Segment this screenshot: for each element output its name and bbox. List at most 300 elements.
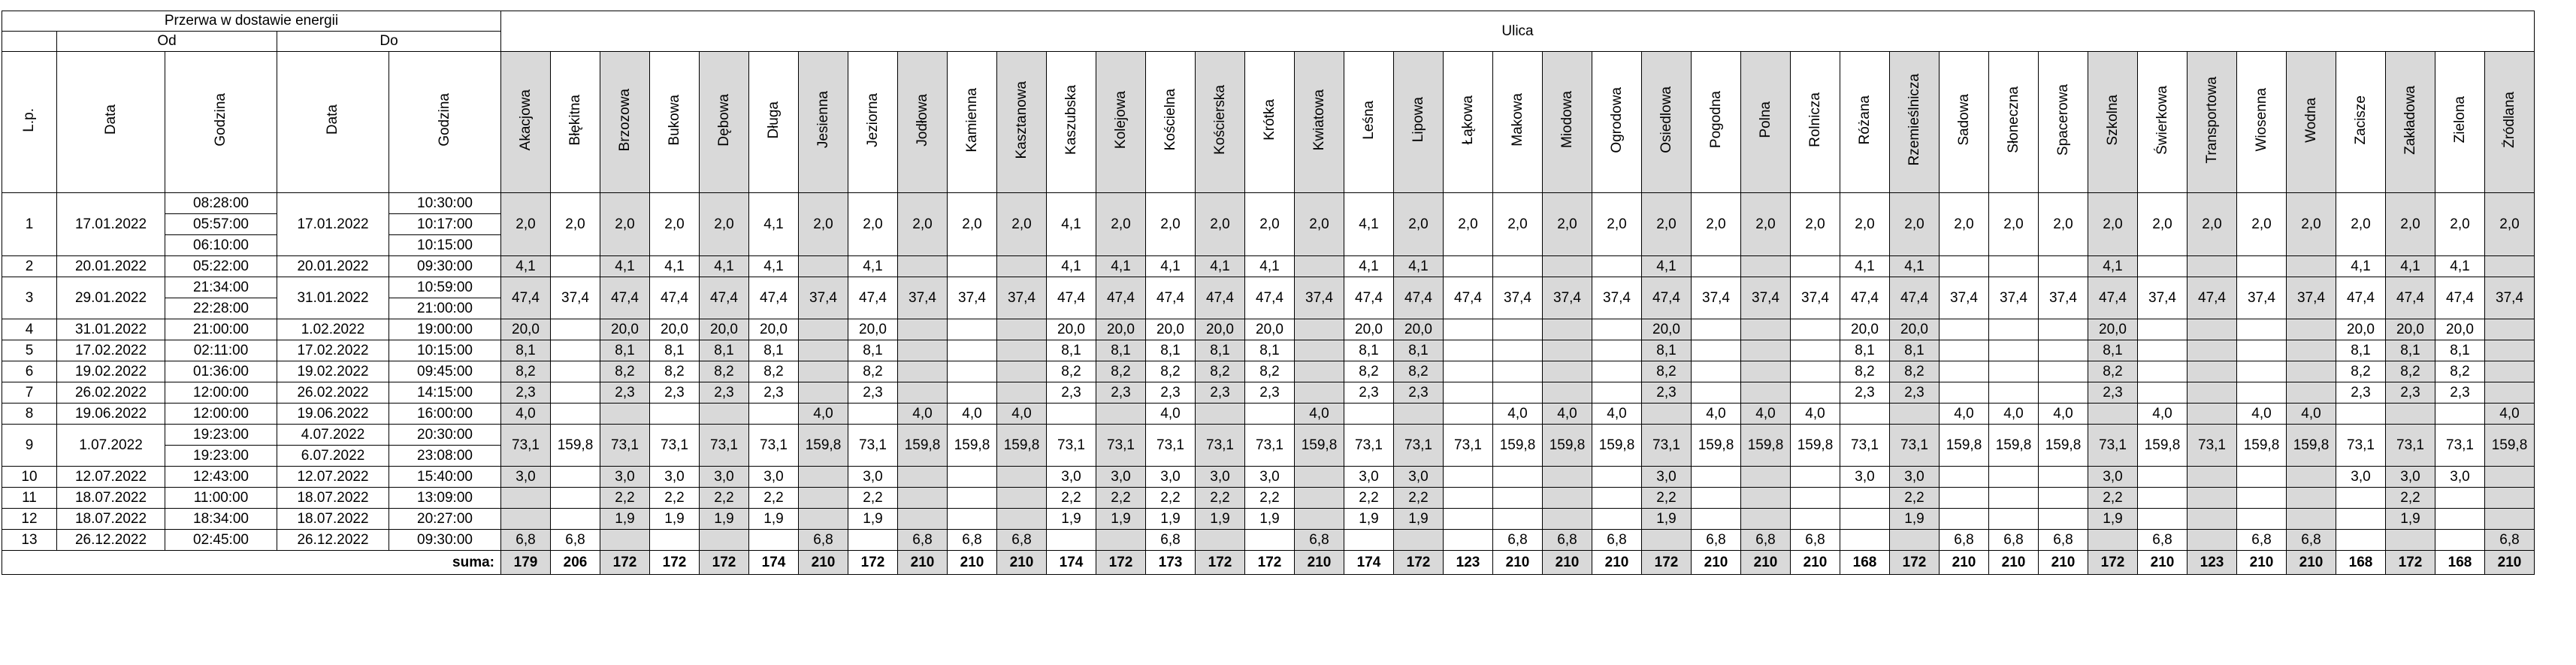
street-value: 2,3: [1096, 382, 1146, 404]
street-value: 73,1: [1245, 425, 1295, 467]
from-date: 26.12.2022: [57, 530, 165, 551]
street-value: 159,8: [2039, 425, 2088, 467]
street-value: [1493, 319, 1543, 340]
street-value: 2,0: [898, 193, 948, 256]
outage-table: [2, 11, 2535, 575]
street-header: Źródlana: [2485, 52, 2535, 193]
from-time-header: Godzina: [165, 52, 277, 193]
street-value: 159,8: [1543, 425, 1592, 467]
sum-value: 123: [2187, 551, 2237, 575]
street-header: Świerkowa: [2138, 52, 2187, 193]
street-value: 47,4: [2187, 277, 2237, 319]
street-header: Łąkowa: [1444, 52, 1493, 193]
street-value: [1741, 361, 1791, 382]
street-value: [1493, 340, 1543, 361]
street-value: 4,0: [1543, 404, 1592, 425]
street-value: 2,0: [551, 193, 600, 256]
street-value: [1840, 530, 1890, 551]
street-value: 1,9: [700, 509, 749, 530]
street-value: [1295, 382, 1344, 404]
from-date: 18.07.2022: [57, 488, 165, 509]
street-header: Rzemieślnicza: [1890, 52, 1940, 193]
street-value: [2237, 488, 2287, 509]
street-value: [1444, 530, 1493, 551]
street-value: [1493, 467, 1543, 488]
street-value: [799, 382, 848, 404]
sum-value: 168: [2336, 551, 2386, 575]
street-value: 8,2: [2088, 361, 2138, 382]
street-value: 73,1: [1642, 425, 1692, 467]
street-value: 73,1: [1146, 425, 1196, 467]
street-value: [2039, 319, 2088, 340]
street-value: 6,8: [1692, 530, 1741, 551]
street-header: Krótka: [1245, 52, 1295, 193]
street-value: 20,0: [1394, 319, 1444, 340]
street-value: 159,8: [551, 425, 600, 467]
street-value: [948, 256, 997, 277]
street-header: Jesienna: [799, 52, 848, 193]
sum-value: 210: [1791, 551, 1840, 575]
to-date: 31.01.2022: [277, 277, 389, 319]
from-header: Od: [57, 32, 277, 52]
from-time: 12:43:00: [165, 467, 277, 488]
street-value: [1940, 319, 1989, 340]
to-time: 10:30:00: [389, 193, 501, 214]
header-row-3: [2, 52, 2535, 193]
street-value: [1543, 467, 1592, 488]
street-value: [2287, 361, 2336, 382]
street-value: 47,4: [1344, 277, 1394, 319]
street-value: [948, 467, 997, 488]
from-date: 1.07.2022: [57, 425, 165, 467]
street-value: 73,1: [1196, 425, 1245, 467]
street-value: 8,1: [1096, 340, 1146, 361]
street-value: 73,1: [1344, 425, 1394, 467]
street-value: 20,0: [1344, 319, 1394, 340]
street-value: 1,9: [1890, 509, 1940, 530]
street-value: 2,0: [1444, 193, 1493, 256]
street-value: 4,1: [1840, 256, 1890, 277]
street-value: 6,8: [2039, 530, 2088, 551]
street-value: [2187, 530, 2237, 551]
street-value: [2039, 361, 2088, 382]
street-value: 2,3: [1146, 382, 1196, 404]
street-value: 2,3: [650, 382, 700, 404]
street-value: 37,4: [2039, 277, 2088, 319]
to-date: 6.07.2022: [277, 446, 389, 467]
street-value: [2187, 319, 2237, 340]
street-value: [1444, 467, 1493, 488]
street-value: 6,8: [2287, 530, 2336, 551]
street-value: 2,0: [1394, 193, 1444, 256]
street-value: 8,1: [848, 340, 898, 361]
from-time: 18:34:00: [165, 509, 277, 530]
street-value: 2,0: [600, 193, 650, 256]
table-row: [2, 404, 2535, 425]
street-value: 73,1: [2336, 425, 2386, 467]
street-value: 3,0: [600, 467, 650, 488]
street-value: 73,1: [2187, 425, 2237, 467]
street-value: [1096, 404, 1146, 425]
street-value: 2,2: [1146, 488, 1196, 509]
to-date: 26.02.2022: [277, 382, 389, 404]
street-value: [1493, 361, 1543, 382]
sum-value: 168: [2435, 551, 2485, 575]
street-value: 2,0: [1245, 193, 1295, 256]
street-value: 2,0: [1642, 193, 1692, 256]
street-header: Dębowa: [700, 52, 749, 193]
street-value: [2237, 256, 2287, 277]
street-header: Jodłowa: [898, 52, 948, 193]
street-value: 4,0: [2039, 404, 2088, 425]
street-value: 2,0: [799, 193, 848, 256]
street-value: 6,8: [1940, 530, 1989, 551]
street-value: [1444, 509, 1493, 530]
street-value: 159,8: [1493, 425, 1543, 467]
street-value: [2485, 382, 2535, 404]
street-value: [1543, 509, 1592, 530]
street-value: 2,2: [1245, 488, 1295, 509]
street-value: [1989, 340, 2039, 361]
street-value: 3,0: [2336, 467, 2386, 488]
street-value: [1493, 509, 1543, 530]
street-value: [700, 530, 749, 551]
street-value: 2,2: [1890, 488, 1940, 509]
street-value: [799, 509, 848, 530]
street-value: [1592, 382, 1642, 404]
street-value: 37,4: [1295, 277, 1344, 319]
street-value: [1394, 530, 1444, 551]
row-number: 2: [2, 256, 57, 277]
street-value: 2,3: [1196, 382, 1245, 404]
street-value: 6,8: [1543, 530, 1592, 551]
sum-label: suma:: [2, 551, 501, 575]
street-value: [1444, 382, 1493, 404]
street-value: 2,0: [1741, 193, 1791, 256]
to-header: Do: [277, 32, 501, 52]
street-value: 2,0: [1989, 193, 2039, 256]
street-value: [1196, 404, 1245, 425]
street-value: [2138, 382, 2187, 404]
sum-value: 168: [1840, 551, 1890, 575]
street-value: 20,0: [1196, 319, 1245, 340]
street-value: 3,0: [1196, 467, 1245, 488]
street-value: [2088, 404, 2138, 425]
to-time: 09:45:00: [389, 361, 501, 382]
street-value: [2039, 340, 2088, 361]
from-time: 12:00:00: [165, 404, 277, 425]
street-value: 1,9: [749, 509, 799, 530]
street-value: 8,1: [749, 340, 799, 361]
street-value: 2,0: [1146, 193, 1196, 256]
street-value: [1989, 256, 2039, 277]
street-value: 4,0: [1146, 404, 1196, 425]
sum-value: 173: [1146, 551, 1196, 575]
street-value: [1741, 467, 1791, 488]
from-date: 31.01.2022: [57, 319, 165, 340]
street-value: 37,4: [1543, 277, 1592, 319]
street-value: [551, 256, 600, 277]
street-value: [2187, 509, 2237, 530]
street-value: 8,1: [1840, 340, 1890, 361]
street-value: [1344, 530, 1394, 551]
table-row: [2, 382, 2535, 404]
street-value: 4,1: [1394, 256, 1444, 277]
street-value: 159,8: [2138, 425, 2187, 467]
from-time: 21:34:00: [165, 277, 277, 298]
street-value: [2485, 467, 2535, 488]
sum-value: 172: [1394, 551, 1444, 575]
street-value: 8,2: [650, 361, 700, 382]
street-value: 47,4: [1890, 277, 1940, 319]
row-number: 13: [2, 530, 57, 551]
street-value: [1791, 467, 1840, 488]
street-value: 4,0: [2138, 404, 2187, 425]
street-value: 47,4: [1394, 277, 1444, 319]
street-value: 20,0: [2088, 319, 2138, 340]
street-value: 4,1: [848, 256, 898, 277]
street-value: 4,1: [650, 256, 700, 277]
street-value: 2,3: [2336, 382, 2386, 404]
sum-value: 172: [1096, 551, 1146, 575]
street-value: 4,0: [1989, 404, 2039, 425]
street-value: 159,8: [948, 425, 997, 467]
street-value: [1047, 404, 1096, 425]
street-value: [997, 319, 1047, 340]
street-value: 2,3: [1245, 382, 1295, 404]
from-date: 18.07.2022: [57, 509, 165, 530]
table-row: [2, 193, 2535, 214]
street-value: [1295, 488, 1344, 509]
street-value: [2138, 467, 2187, 488]
street-value: [1196, 530, 1245, 551]
street-value: [997, 361, 1047, 382]
street-value: [2138, 361, 2187, 382]
street-value: [1295, 319, 1344, 340]
table-row: [2, 340, 2535, 361]
street-value: 6,8: [1791, 530, 1840, 551]
street-value: 37,4: [551, 277, 600, 319]
street-value: 73,1: [749, 425, 799, 467]
street-header: Zacisze: [2336, 52, 2386, 193]
street-value: 37,4: [799, 277, 848, 319]
row-number: 10: [2, 467, 57, 488]
street-value: [1592, 467, 1642, 488]
street-value: 2,0: [2237, 193, 2287, 256]
street-value: 37,4: [1940, 277, 1989, 319]
street-value: 20,0: [2386, 319, 2435, 340]
street-header: Szkolna: [2088, 52, 2138, 193]
street-value: [2435, 509, 2485, 530]
street-value: 37,4: [2138, 277, 2187, 319]
sum-value: 172: [1196, 551, 1245, 575]
street-header: Akacjowa: [501, 52, 551, 193]
street-value: 8,2: [1890, 361, 1940, 382]
street-value: 159,8: [1692, 425, 1741, 467]
to-date: 19.02.2022: [277, 361, 389, 382]
street-value: 1,9: [848, 509, 898, 530]
street-value: [1543, 361, 1592, 382]
from-time: 05:57:00: [165, 214, 277, 235]
street-value: 4,0: [2287, 404, 2336, 425]
street-value: [1692, 488, 1741, 509]
street-value: [997, 467, 1047, 488]
row-number: 7: [2, 382, 57, 404]
street-value: 20,0: [1096, 319, 1146, 340]
table-row: [2, 467, 2535, 488]
street-value: [2287, 256, 2336, 277]
street-value: [2039, 509, 2088, 530]
street-value: 2,3: [1890, 382, 1940, 404]
sum-value: 206: [551, 551, 600, 575]
street-value: 4,1: [2088, 256, 2138, 277]
street-header: Kasztanowa: [997, 52, 1047, 193]
to-time: 10:15:00: [389, 340, 501, 361]
street-value: [1741, 340, 1791, 361]
street-value: 3,0: [2386, 467, 2435, 488]
street-value: [2237, 467, 2287, 488]
street-value: 2,0: [948, 193, 997, 256]
lp-header: L.p.: [2, 52, 57, 193]
sum-value: 172: [700, 551, 749, 575]
street-value: [1642, 530, 1692, 551]
street-value: [1444, 340, 1493, 361]
street-value: [2336, 404, 2386, 425]
street-value: 4,1: [2336, 256, 2386, 277]
street-value: 20,0: [1245, 319, 1295, 340]
street-value: [2237, 340, 2287, 361]
street-value: [2138, 256, 2187, 277]
street-value: [1543, 340, 1592, 361]
sum-value: 172: [1245, 551, 1295, 575]
street-value: 6,8: [1592, 530, 1642, 551]
street-value: 4,0: [501, 404, 551, 425]
from-date: 29.01.2022: [57, 277, 165, 319]
street-value: 6,8: [948, 530, 997, 551]
street-value: 8,2: [600, 361, 650, 382]
sum-value: 210: [2237, 551, 2287, 575]
street-value: [1791, 509, 1840, 530]
street-value: 8,2: [501, 361, 551, 382]
street-value: [1741, 319, 1791, 340]
street-value: 4,1: [2435, 256, 2485, 277]
street-value: [1989, 467, 2039, 488]
from-date: 26.02.2022: [57, 382, 165, 404]
from-time: 11:00:00: [165, 488, 277, 509]
street-value: [799, 319, 848, 340]
street-value: [848, 404, 898, 425]
street-value: [2386, 404, 2435, 425]
street-header: Sadowa: [1940, 52, 1989, 193]
from-time: 02:11:00: [165, 340, 277, 361]
street-value: [2187, 467, 2237, 488]
street-value: 2,0: [1592, 193, 1642, 256]
sum-value: 210: [997, 551, 1047, 575]
street-value: [1444, 256, 1493, 277]
street-value: [2138, 319, 2187, 340]
street-value: 47,4: [1196, 277, 1245, 319]
street-value: 8,2: [1344, 361, 1394, 382]
from-date: 19.02.2022: [57, 361, 165, 382]
street-value: 2,3: [501, 382, 551, 404]
street-value: [551, 361, 600, 382]
street-value: 8,1: [1047, 340, 1096, 361]
from-time: 22:28:00: [165, 298, 277, 319]
street-value: 47,4: [501, 277, 551, 319]
sum-value: 210: [1493, 551, 1543, 575]
from-date: 17.01.2022: [57, 193, 165, 256]
street-value: 6,8: [1493, 530, 1543, 551]
street-value: 2,0: [650, 193, 700, 256]
street-value: [551, 340, 600, 361]
street-value: 3,0: [1890, 467, 1940, 488]
street-value: [1592, 361, 1642, 382]
street-value: 2,2: [1394, 488, 1444, 509]
street-value: [1692, 509, 1741, 530]
street-value: [1940, 361, 1989, 382]
street-header: Kolejowa: [1096, 52, 1146, 193]
table-row: [2, 509, 2535, 530]
street-value: [749, 530, 799, 551]
street-value: 8,1: [2336, 340, 2386, 361]
street-value: [2187, 361, 2237, 382]
street-value: 2,0: [997, 193, 1047, 256]
street-value: [1989, 382, 2039, 404]
street-value: 47,4: [2336, 277, 2386, 319]
street-value: 4,1: [1344, 256, 1394, 277]
street-value: [1047, 530, 1096, 551]
street-value: 1,9: [1096, 509, 1146, 530]
street-value: 1,9: [1196, 509, 1245, 530]
street-value: 4,0: [948, 404, 997, 425]
street-value: 37,4: [1592, 277, 1642, 319]
street-header: Słoneczna: [1989, 52, 2039, 193]
street-value: [898, 509, 948, 530]
street-value: 1,9: [1146, 509, 1196, 530]
street-header: Kościerska: [1196, 52, 1245, 193]
street-value: 8,2: [2386, 361, 2435, 382]
from-time: 05:22:00: [165, 256, 277, 277]
street-header: Kwiatowa: [1295, 52, 1344, 193]
street-value: [2485, 340, 2535, 361]
street-value: 37,4: [997, 277, 1047, 319]
street-value: 2,0: [2435, 193, 2485, 256]
street-value: 2,3: [1394, 382, 1444, 404]
row-number: 5: [2, 340, 57, 361]
street-value: 47,4: [2386, 277, 2435, 319]
street-value: [650, 404, 700, 425]
street-value: [1741, 488, 1791, 509]
street-value: 6,8: [2237, 530, 2287, 551]
street-value: [650, 530, 700, 551]
street-value: [2386, 530, 2435, 551]
street-value: 2,2: [1196, 488, 1245, 509]
from-time: 02:45:00: [165, 530, 277, 551]
street-value: 6,8: [997, 530, 1047, 551]
street-value: 2,0: [501, 193, 551, 256]
street-value: [1592, 256, 1642, 277]
street-value: 4,1: [1146, 256, 1196, 277]
street-value: 4,1: [700, 256, 749, 277]
street-value: 47,4: [1146, 277, 1196, 319]
street-value: 3,0: [1096, 467, 1146, 488]
street-value: 37,4: [898, 277, 948, 319]
street-value: 20,0: [2336, 319, 2386, 340]
street-value: [1245, 404, 1295, 425]
street-value: [2287, 467, 2336, 488]
street-value: 2,0: [2088, 193, 2138, 256]
sum-value: 210: [948, 551, 997, 575]
